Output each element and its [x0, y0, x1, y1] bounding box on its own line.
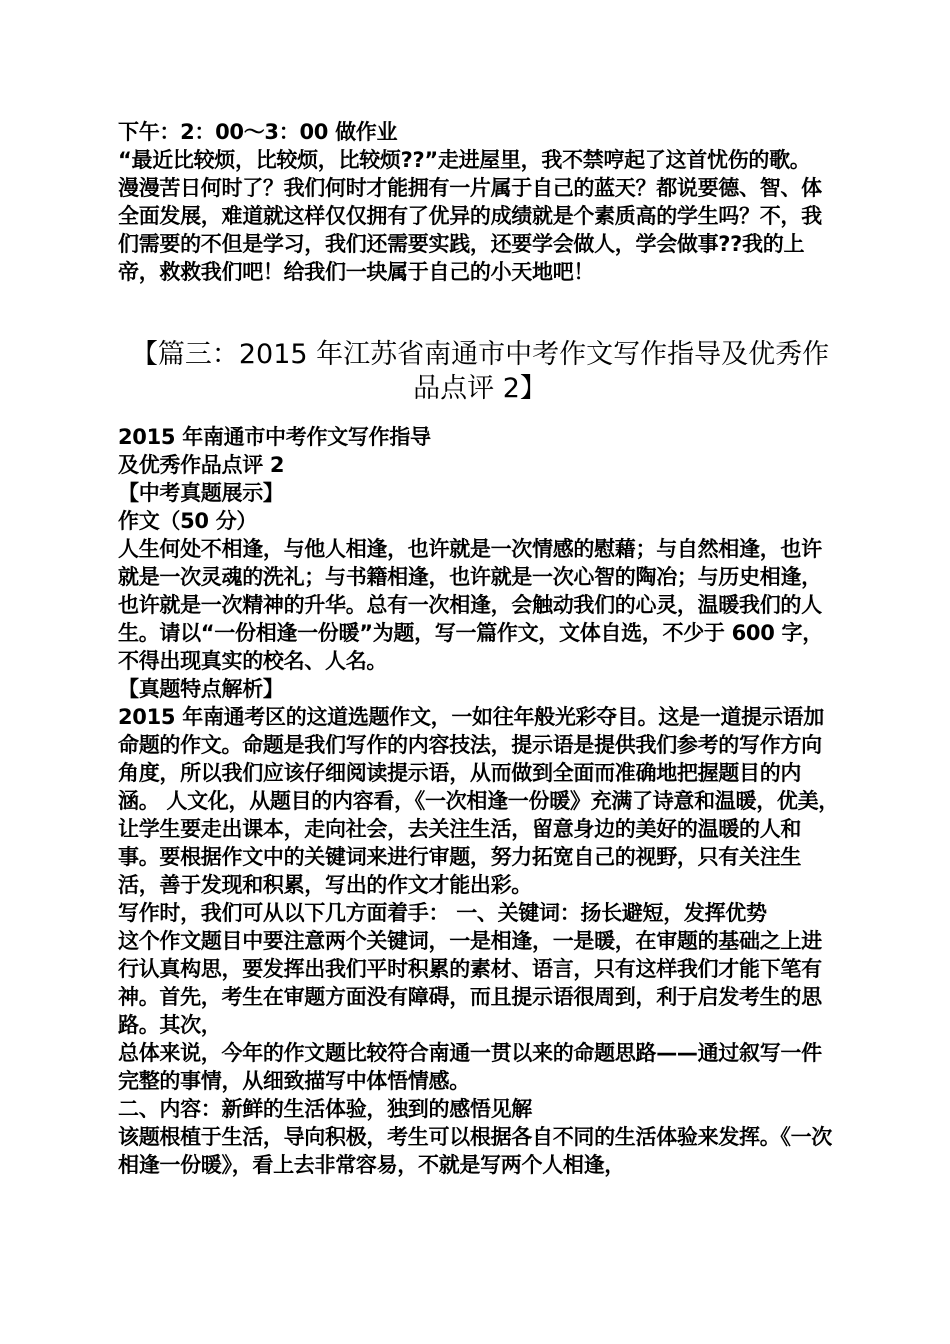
- body-text-top: 下午：2：00～3：00 做作业 “最近比较烦，比较烦，比较烦??”走进屋里，我不禁哼起了这首忧伤的歌。 漫漫苦日何时了？我们何时才能拥有一片属于自己的蓝天？都说要德、智、体全面发展，难道就这样仅仅拥有了优异的成绩就是个素质高的学生吗？不，我们需要的不但是学习，我们还需要实践，还要学会做人，学会做事??我的上帝，救救我们吧！给我们一块属于自己的小天地吧！: [118, 120, 822, 284]
- body-text-main: 2015 年南通市中考作文写作指导 及优秀作品点评 2 【中考真题展示】 作文（50 分） 人生何处不相逢，与他人相逢，也许就是一次情感的慰藉；与自然相逢，也许就是一次灵魂的洗礼；与书籍相逢，也许就是一次心智的陶冶；与历史相逢，也许就是一次精神的升华。总有一次相逢，会触动我们的心灵，温暖我们的人生。请以“一份相逢一份暖”为题，写一篇作文，文体自选，不少于 600 字，不得出现真实的校名、人名。 【真题特点解析】 2015 年南通考区的这道选题作文，一如往年般光彩夺目。这是一道提示语加命题的作文。命题是我们写作的内容技法，提示语是提供我们参考的写作方向角度，所以我们应该仔细阅读提示语，从而做到全面而准确地把握题目的内涵。 人文化，从题目的内容看，《一次相逢一份暖》充满了诗意和温暖，优美，让学生要走出课本，走向社会，去关注生活，留意身边的美好的温暖的人和事。要根据作文中的关键词来进行审题，努力拓宽自己的视野，只有关注生活，善于发现和积累，写出的作文才能出彩。 写作时，我们可从以下几方面着手： 一、关键词：扬长避短，发挥优势 这个作文题目中要注意两个关键词，一是相逢，一是暖，在审题的基础之上进行认真构思，要发挥出我们平时积累的素材、语言，只有这样我们才能下笔有神。首先，考生在审题方面没有障碍，而且提示语很周到，利于启发考生的思路。其次， 总体来说，今年的作文题比较符合南通一贯以来的命题思路——通过叙写一件完整的事情，从细致描写中体悟情感。 二、内容：新鲜的生活体验，独到的感悟见解 该题根植于生活，导向积极，考生可以根据各自不同的生活体验来发挥。《一次相逢一份暖》，看上去非常容易，不就是写两个人相逢，: [118, 425, 840, 1177]
- section-heading: 【篇三：2015 年江苏省南通市中考作文写作指导及优秀作品点评 2】: [130, 339, 830, 404]
